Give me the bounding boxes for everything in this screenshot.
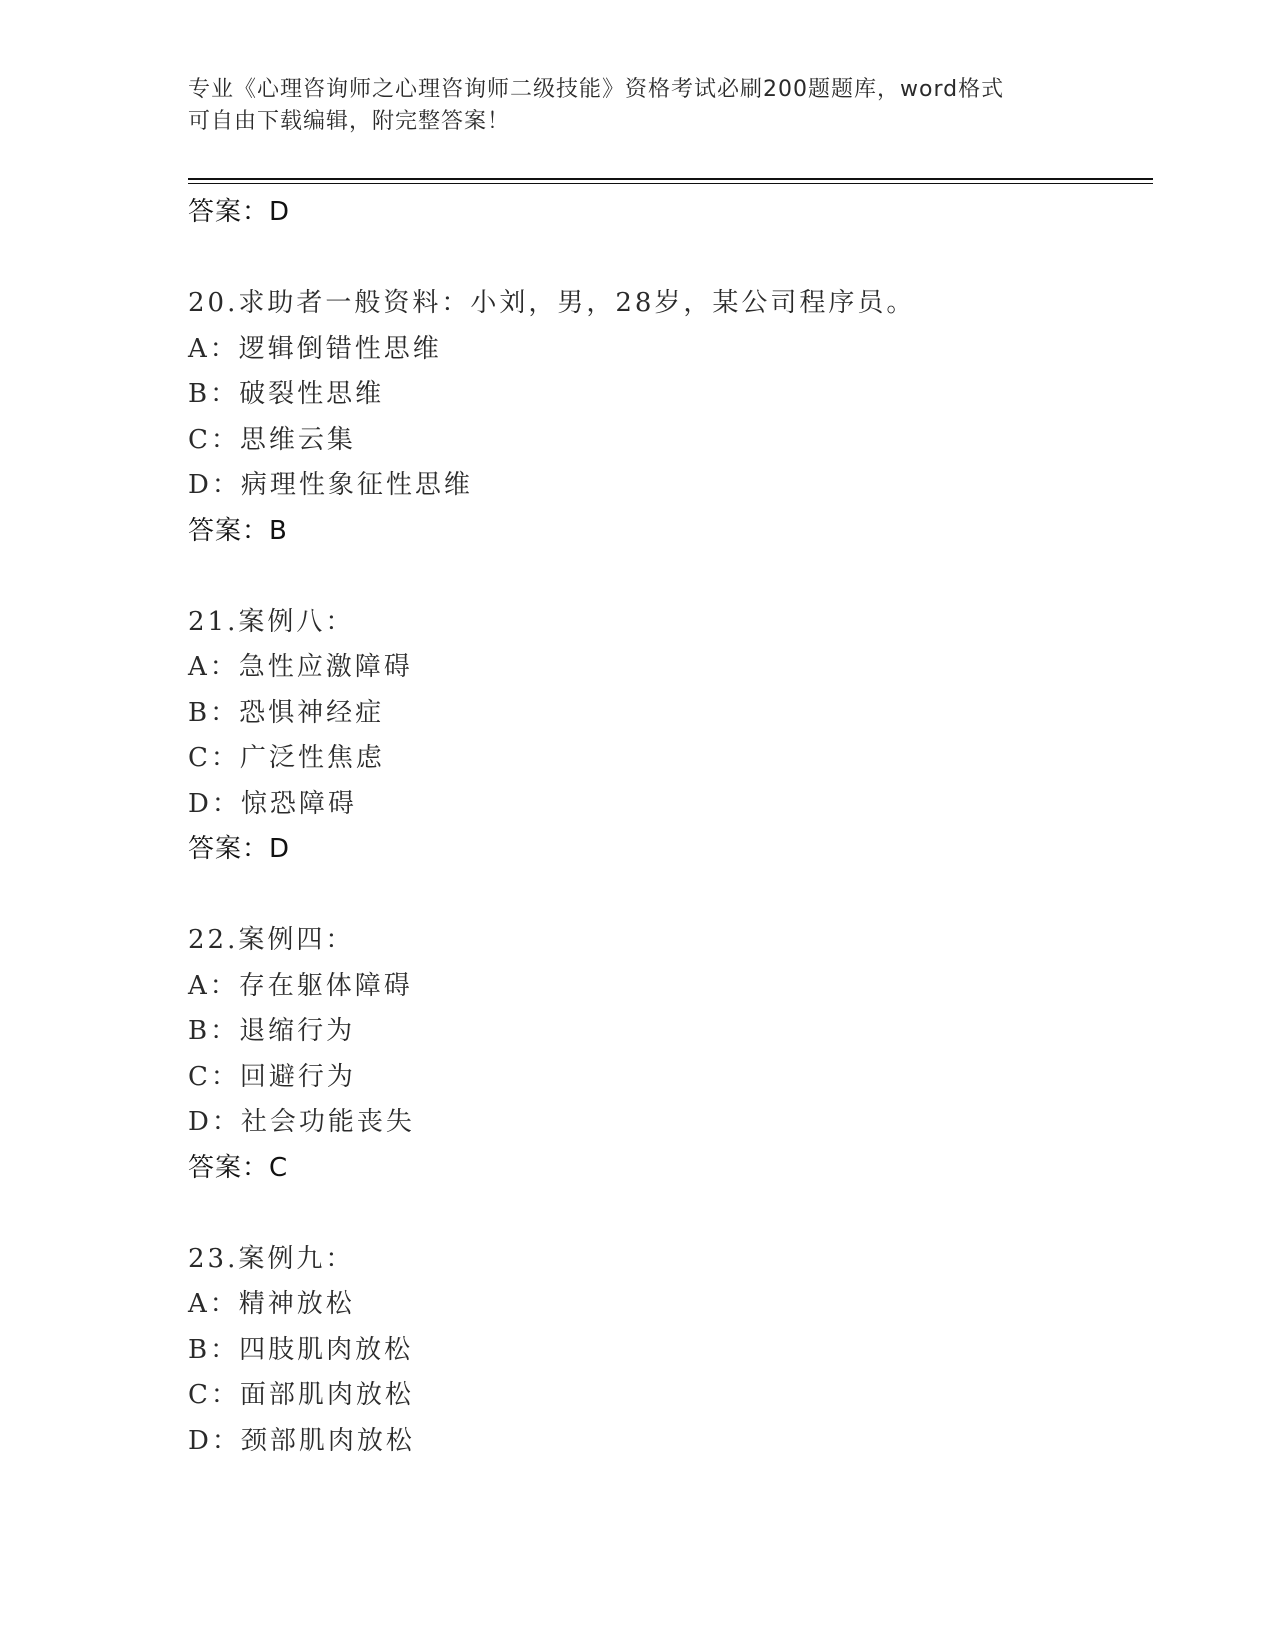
question-title: 22.案例四： xyxy=(188,925,355,955)
header-line-2: 可自由下载编辑，附完整答案！ xyxy=(188,109,511,134)
header-rule-thin xyxy=(188,183,1153,184)
option-d: D：病理性象征性思维 xyxy=(188,470,473,500)
question-title: 23.案例九： xyxy=(188,1243,355,1274)
question-content xyxy=(188,190,1148,1464)
option-a: A：精神放松 xyxy=(188,1289,355,1319)
option-b: B：破裂性思维 xyxy=(188,379,385,409)
option-c: C：思维云集 xyxy=(188,424,356,455)
page-header xyxy=(188,74,1088,138)
question-block xyxy=(188,281,1148,554)
question-title: 21.案例八： xyxy=(188,606,355,637)
question-title: 20.求助者一般资料：小刘，男，28岁，某公司程序员。 xyxy=(188,288,916,318)
option-d: D：惊恐障碍 xyxy=(188,788,357,819)
header-line-1: 专业《心理咨询师之心理咨询师二级技能》资格考试必刷200题题库，word格式 xyxy=(188,77,1005,102)
option-a: A：存在躯体障碍 xyxy=(188,970,413,1001)
option-b: B：恐惧神经症 xyxy=(188,697,385,728)
answer-line: 答案：D xyxy=(188,834,291,864)
option-c: C：面部肌肉放松 xyxy=(188,1380,414,1410)
header-rule-thick xyxy=(188,178,1153,180)
option-d: D：颈部肌肉放松 xyxy=(188,1425,415,1456)
option-a: A：逻辑倒错性思维 xyxy=(188,333,442,364)
option-d: D：社会功能丧失 xyxy=(188,1107,415,1137)
option-a: A：急性应激障碍 xyxy=(188,652,413,682)
question-block xyxy=(188,918,1148,1191)
answer-line: 答案：D xyxy=(188,197,291,227)
option-c: C：回避行为 xyxy=(188,1061,356,1092)
answer-line: 答案：B xyxy=(188,515,288,546)
question-block xyxy=(188,600,1148,873)
question-block xyxy=(188,1237,1148,1465)
option-c: C：广泛性焦虑 xyxy=(188,743,385,773)
option-b: B：退缩行为 xyxy=(188,1016,356,1046)
option-b: B：四肢肌肉放松 xyxy=(188,1334,414,1365)
answer-line: 答案：C xyxy=(188,1152,289,1183)
